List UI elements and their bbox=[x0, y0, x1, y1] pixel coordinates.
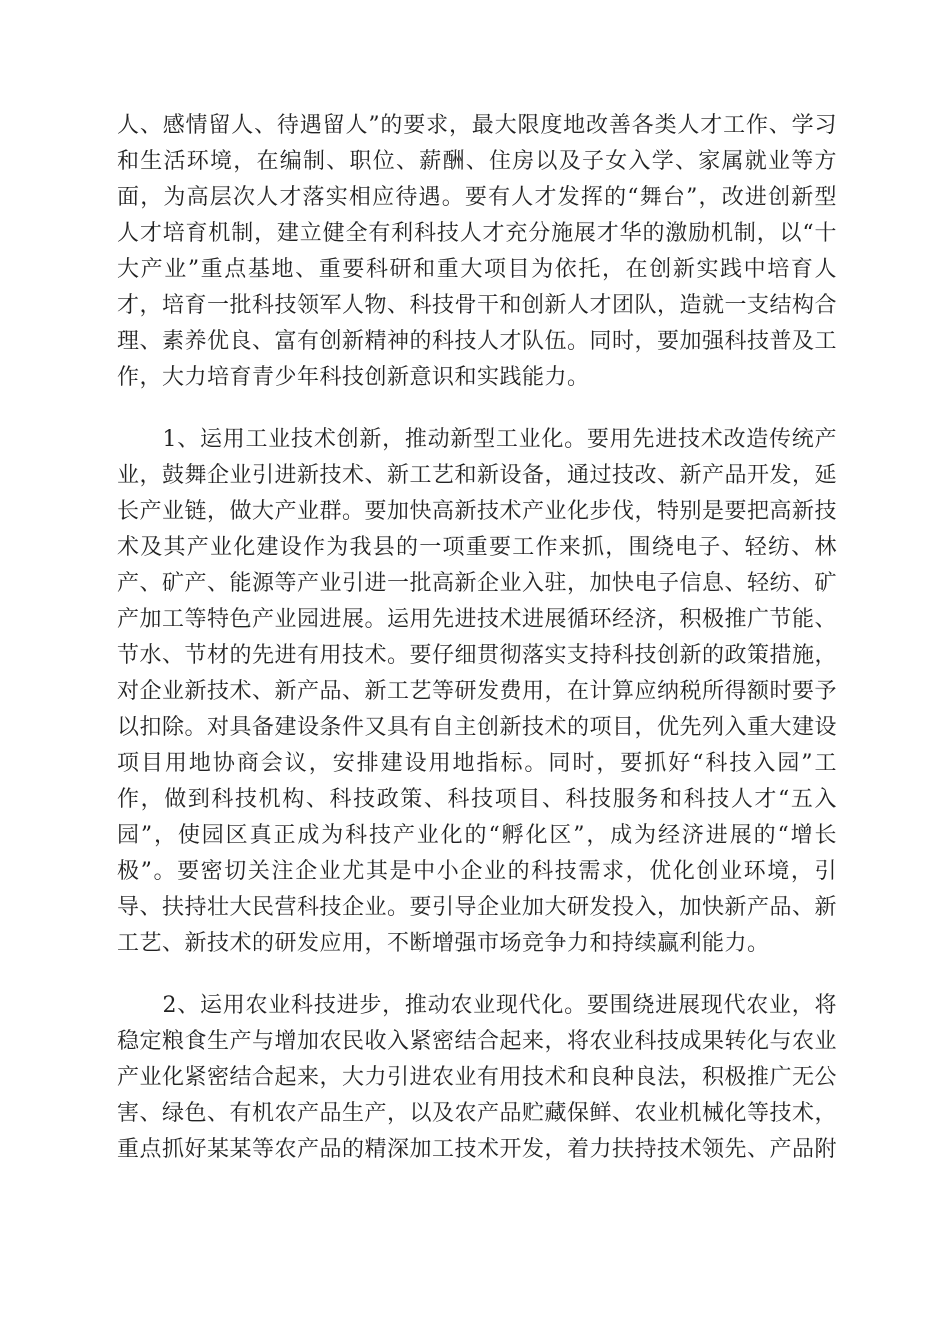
text-line: 业，鼓舞企业引进新技术、新工艺和新设备，通过技改、新产品开发，延 bbox=[117, 463, 838, 488]
text-line: 对企业新技术、新产品、新工艺等研发费用，在计算应纳税所得额时要予 bbox=[117, 679, 838, 704]
text-line: 1、运用工业技术创新，推动新型工业化。要用先进技术改造传统产 bbox=[117, 427, 837, 452]
paragraph-spacer bbox=[117, 396, 837, 422]
body-text bbox=[117, 108, 837, 1168]
text-line: 节水、节材的先进有用技术。要仔细贯彻落实支持科技创新的政策措施， bbox=[117, 643, 838, 668]
text-line: 术及其产业化建设作为我县的一项重要工作来抓，围绕电子、轻纺、林 bbox=[117, 535, 837, 560]
paragraph-spacer bbox=[117, 962, 837, 988]
text-line: 作，大力培育青少年科技创新意识和实践能力。 bbox=[117, 365, 590, 390]
text-line: 以扣除。对具备建设条件又具有自主创新技术的项目，优先列入重大建设 bbox=[117, 715, 838, 740]
text-line: 稳定粮食生产与增加农民收入紧密结合起来，将农业科技成果转化与农业 bbox=[117, 1029, 838, 1054]
text-line: 大产业”重点基地、重要科研和重大项目为依托，在创新实践中培育人 bbox=[117, 257, 837, 282]
text-line: 才，培育一批科技领军人物、科技骨干和创新人才团队，造就一支结构合 bbox=[117, 293, 838, 318]
text-line: 害、绿色、有机农产品生产，以及农产品贮藏保鲜、农业机械化等技术， bbox=[117, 1101, 838, 1126]
text-line: 产加工等特色产业园进展。运用先进技术进展循环经济，积极推广节能、 bbox=[117, 607, 838, 632]
text-line: 重点抓好某某等农产品的精深加工技术开发，着力扶持技术领先、产品附 bbox=[117, 1137, 838, 1162]
text-line: 人才培育机制，建立健全有利科技人才充分施展才华的激励机制，以“十 bbox=[117, 221, 837, 246]
text-line: 园”，使园区真正成为科技产业化的“孵化区”，成为经济进展的“增长 bbox=[117, 823, 837, 848]
text-line: 极”。要密切关注企业尤其是中小企业的科技需求，优化创业环境，引 bbox=[117, 859, 837, 884]
text-line: 项目用地协商会议，安排建设用地指标。同时，要抓好“科技入园”工 bbox=[117, 751, 837, 776]
paragraph-agricultural-technology bbox=[117, 988, 837, 1168]
text-line: 和生活环境，在编制、职位、薪酬、住房以及子女入学、家属就业等方 bbox=[117, 149, 837, 174]
text-line: 工艺、新技术的研发应用，不断增强市场竞争力和持续赢利能力。 bbox=[117, 931, 770, 956]
text-line: 产、矿产、能源等产业引进一批高新企业入驻，加快电子信息、轻纺、矿 bbox=[117, 571, 838, 596]
text-line: 导、扶持壮大民营科技企业。要引导企业加大研发投入，加快新产品、新 bbox=[117, 895, 838, 920]
text-line: 长产业链，做大产业群。要加快高新技术产业化步伐，特别是要把高新技 bbox=[117, 499, 838, 524]
text-line: 面，为高层次人才落实相应待遇。要有人才发挥的“舞台”，改进创新型 bbox=[117, 185, 837, 210]
paragraph-talent-environment bbox=[117, 108, 837, 396]
text-line: 作，做到科技机构、科技政策、科技项目、科技服务和科技人才“五入 bbox=[117, 787, 837, 812]
paragraph-industrial-innovation bbox=[117, 422, 837, 962]
text-line: 人、感情留人、待遇留人”的要求，最大限度地改善各类人才工作、学习 bbox=[117, 113, 837, 138]
text-line: 理、素养优良、富有创新精神的科技人才队伍。同时，要加强科技普及工 bbox=[117, 329, 838, 354]
text-line: 2、运用农业科技进步，推动农业现代化。要围绕进展现代农业，将 bbox=[117, 993, 837, 1018]
text-line: 产业化紧密结合起来，大力引进农业有用技术和良种良法，积极推广无公 bbox=[117, 1065, 838, 1090]
